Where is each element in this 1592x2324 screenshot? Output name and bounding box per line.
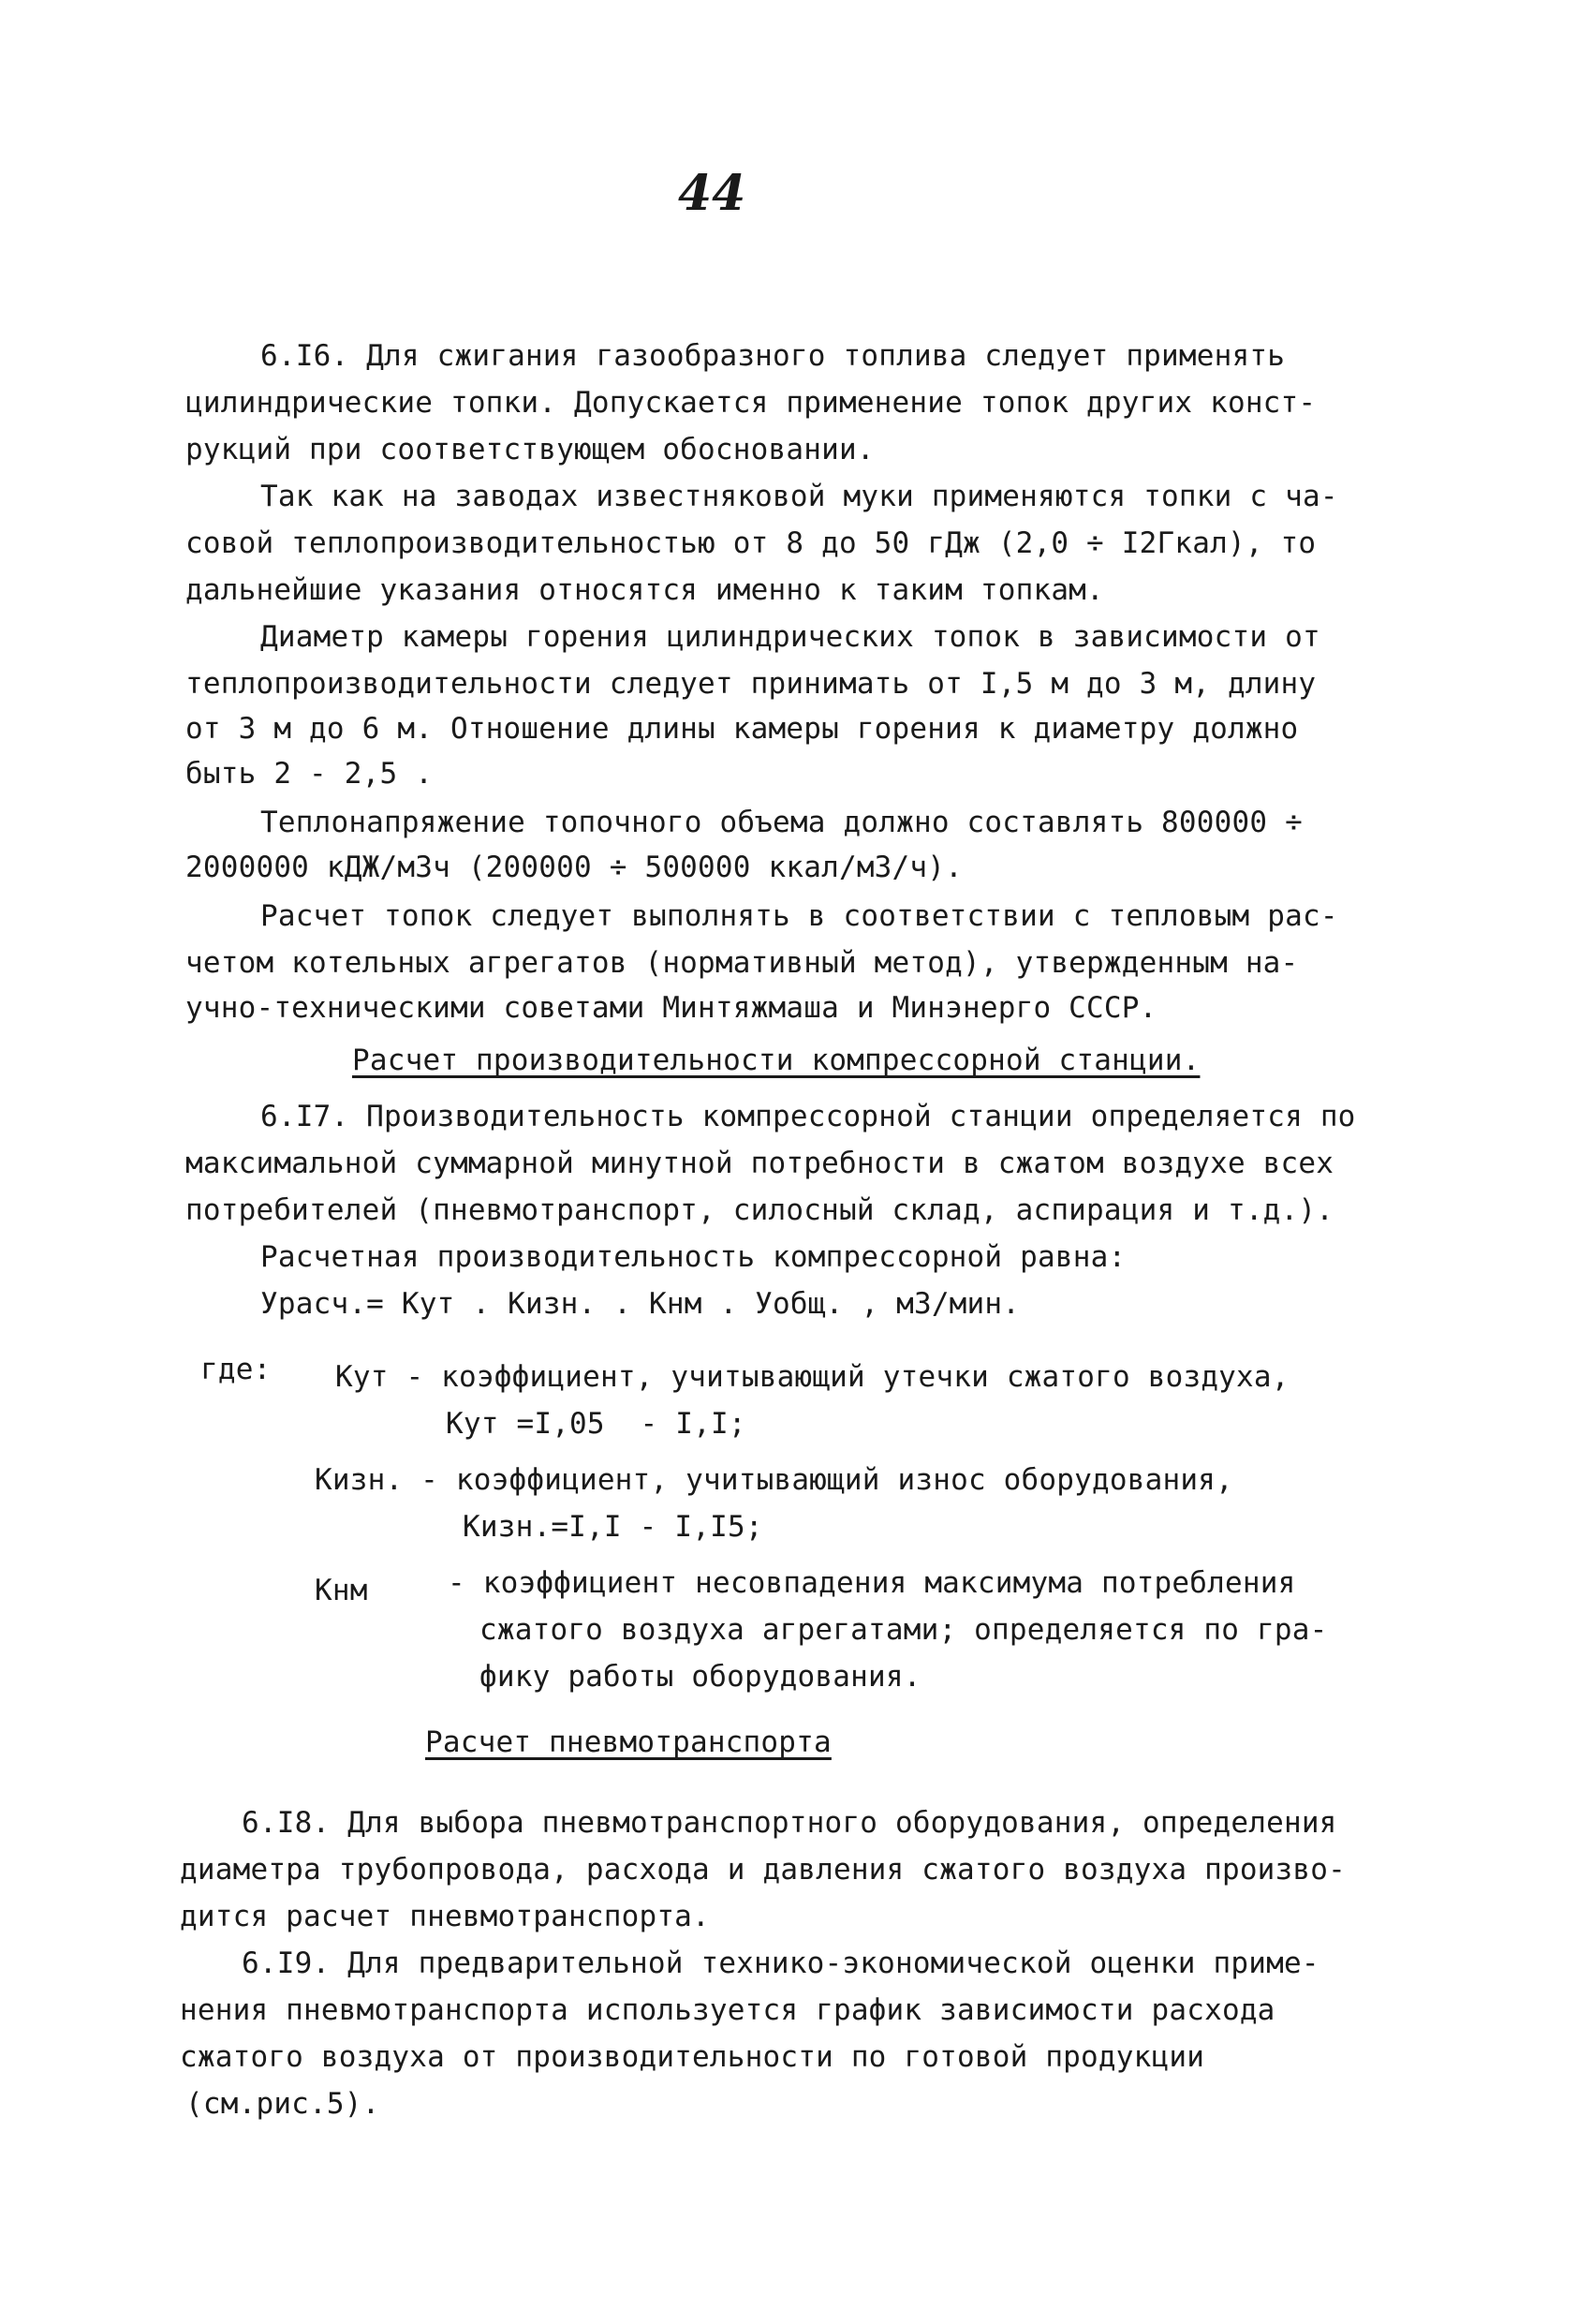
section-heading: Расчет пневмотранспорта <box>425 1725 832 1759</box>
text-line: учно-техническими советами Минтяжмаша и Минэнерго СССР. <box>185 991 1157 1025</box>
text-line: Расчет топок следует выполнять в соответствии с тепловым рас- <box>260 899 1338 933</box>
text-line: цилиндрические топки. Допускается применение топок других конст- <box>185 386 1317 420</box>
definition-line: Кизн.=I,I - I,I5; <box>463 1510 763 1544</box>
text-line: 6.I8. Для выбора пневмотранспортного оборудования, определения <box>242 1806 1337 1840</box>
definition-line: сжатого воздуха агрегатами; определяется по гра- <box>479 1613 1328 1647</box>
definition-term: Кнм <box>315 1574 368 1607</box>
text-line: Теплонапряжение топочного объема должно составлять 800000 ÷ <box>260 806 1303 839</box>
definition-line: - коэффициент несовпадения максимума потребления <box>448 1566 1296 1600</box>
text-line: совой теплопроизводительностью от 8 до 50 гДж (2,0 ÷ I2Гкал), то <box>185 526 1317 560</box>
text-line: нения пневмотранспорта используется график зависимости расхода <box>180 1993 1275 2027</box>
text-line: Так как на заводах известняковой муки применяются топки с ча- <box>260 480 1338 513</box>
text-line: 6.I6. Для сжигания газообразного топлива следует применять <box>260 339 1286 373</box>
text-line: быть 2 - 2,5 . <box>185 757 434 791</box>
text-line: максимальной суммарной минутной потребности в сжатом воздухе всех <box>185 1147 1334 1180</box>
text-line: 2000000 кДЖ/м3ч (200000 ÷ 500000 ккал/м3/ч). <box>185 851 963 884</box>
text-line: Расчетная производительность компрессорной равна: <box>260 1240 1127 1274</box>
formula: Урасч.= Кут . Кизн. . Кнм . Уобщ. , м3/мин. <box>260 1287 1021 1321</box>
page-number: 44 <box>678 165 746 222</box>
text-line: сжатого воздуха от производительности по готовой продукции <box>180 2040 1205 2074</box>
text-line: потребителей (пневмотранспорт, силосный склад, аспирация и т.д.). <box>185 1193 1334 1227</box>
text-line: Диаметр камеры горения цилиндрических топок в зависимости от <box>260 620 1320 654</box>
text-line: (см.рис.5). <box>185 2087 380 2121</box>
text-line: 6.I9. Для предварительной технико-экономической оценки приме- <box>242 1947 1319 1980</box>
definition-line: Кут - коэффициент, учитывающий утечки сжатого воздуха, <box>335 1360 1290 1394</box>
definition-line: фику работы оборудования. <box>479 1660 921 1694</box>
text-line: четом котельных агрегатов (нормативный метод), утвержденным на- <box>185 946 1299 980</box>
text-line: дальнейшие указания относятся именно к таким топкам. <box>185 573 1104 607</box>
text-line: диаметра трубопровода, расхода и давления сжатого воздуха произво- <box>180 1853 1346 1887</box>
text-line: от 3 м до 6 м. Отношение длины камеры горения к диаметру должно <box>185 712 1299 746</box>
text-line: 6.I7. Производительность компрессорной станции определяется по <box>260 1100 1356 1133</box>
where-label: где: <box>200 1353 272 1386</box>
text-line: дится расчет пневмотранспорта. <box>180 1900 710 1933</box>
text-line: рукций при соответствующем обосновании. <box>185 433 875 466</box>
text-line: теплопроизводительности следует принимать от I,5 м до 3 м, длину <box>185 667 1317 701</box>
definition-line: Кут =I,05 - I,I; <box>446 1407 746 1441</box>
section-heading: Расчет производительности компрессорной станции. <box>352 1044 1201 1077</box>
definition-line: Кизн. - коэффициент, учитывающий износ оборудования, <box>315 1463 1233 1497</box>
